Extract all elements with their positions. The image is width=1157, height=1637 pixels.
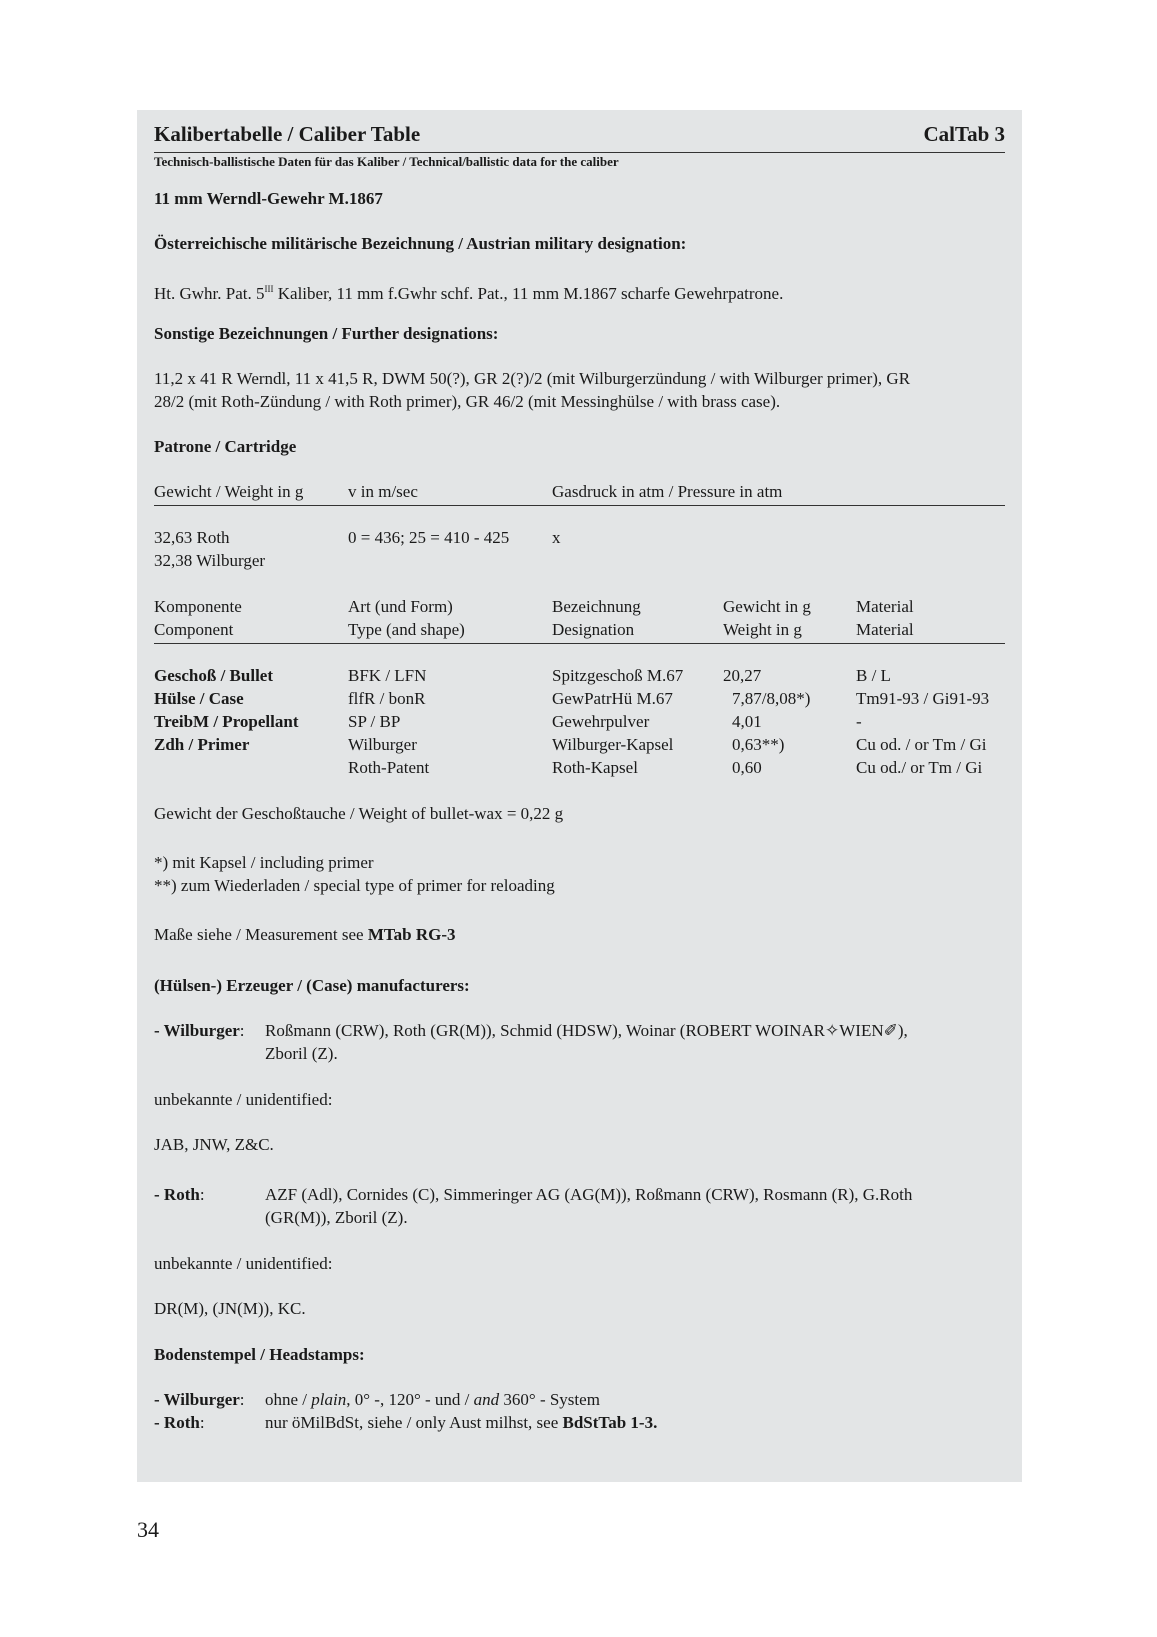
component-designation: GewPatrHü M.67 (552, 689, 673, 708)
wilburger-makers-line-1: Roßmann (CRW), Roth (GR(M)), Schmid (HDSW), Woinar (ROBERT WOINAR✧WIEN✐), (265, 1021, 908, 1040)
col-pressure-header: Gasdruck in atm / Pressure in atm (552, 482, 783, 501)
wilburger-label: - Wilburger: (154, 1021, 245, 1040)
further-heading: Sonstige Bezeichnungen / Further designations: (154, 324, 499, 343)
divider (154, 505, 1005, 506)
component-weight: 7,87/8,08*) (732, 689, 811, 708)
headstamp-wilburger-label: - Wilburger: (154, 1390, 245, 1409)
component-weight: 4,01 (732, 712, 762, 731)
further-line-2: 28/2 (mit Roth-Zündung / with Roth primer), GR 46/2 (mit Messinghülse / with brass case). (154, 392, 781, 411)
component-material: - (856, 712, 862, 731)
military-text: Ht. Gwhr. Pat. $5^{III}$ Kaliber, 11 mm f.Gwhr schf. Pat., 11 mm M.1867 scharfe Gewehrpatrone. (154, 284, 784, 303)
component-material: Cu od./ or Tm / Gi (856, 758, 983, 777)
unidentified-list-2: DR(M), (JN(M)), KC. (154, 1299, 306, 1318)
further-line-1: 11,2 x 41 R Werndl, 11 x 41,5 R, DWM 50(?), GR 2(?)/2 (mit Wilburgerzündung / with Wilburger primer), GR (154, 369, 911, 388)
component-designation: Roth-Kapsel (552, 758, 638, 777)
cartridge-heading: Patrone / Cartridge (154, 437, 297, 456)
bullet-wax-weight: Gewicht der Geschoßtauche / Weight of bullet-wax = 0,22 g (154, 804, 564, 823)
unidentified-label-2: unbekannte / unidentified: (154, 1254, 333, 1273)
component-weight: 0,60 (732, 758, 762, 777)
component-type: Roth-Patent (348, 758, 430, 777)
roth-label: - Roth: (154, 1185, 205, 1204)
component-material: Tm91-93 / Gi91-93 (856, 689, 990, 708)
table-id: CalTab 3 (923, 122, 1005, 146)
component-name: Hülse / Case (154, 689, 244, 708)
manufacturers-heading: (Hülsen-) Erzeuger / (Case) manufacturers: (154, 976, 470, 995)
page-subtitle: Technisch-ballistische Daten für das Kaliber / Technical/ballistic data for the caliber (154, 154, 619, 169)
comp-header-2b: Type (and shape) (348, 620, 465, 639)
wilburger-makers-line-2: Zboril (Z). (265, 1044, 338, 1063)
cartridge-weight-1: 32,63 Roth (154, 528, 230, 547)
comp-header-4a: Gewicht in g (723, 597, 811, 616)
footnote-2: **) zum Wiederladen / special type of primer for reloading (154, 876, 555, 895)
roth-makers-line-2: (GR(M)), Zboril (Z). (265, 1208, 408, 1227)
component-designation: Gewehrpulver (552, 712, 650, 731)
comp-header-5b: Material (856, 620, 914, 639)
cartridge-velocity: 0 = 436; 25 = 410 - 425 (348, 528, 510, 547)
comp-header-1b: Component (154, 620, 234, 639)
component-type: Wilburger (348, 735, 417, 754)
measurement-ref: Maße siehe / Measurement see MTab RG-3 (154, 925, 456, 944)
component-designation: Wilburger-Kapsel (552, 735, 674, 754)
headstamp-roth-text: nur öMilBdSt, siehe / only Aust milhst, see BdStTab 1-3. (265, 1413, 658, 1432)
headstamps-heading: Bodenstempel / Headstamps: (154, 1345, 365, 1364)
comp-header-4b: Weight in g (723, 620, 802, 639)
component-designation: Spitzgeschoß M.67 (552, 666, 684, 685)
footnote-1: *) mit Kapsel / including primer (154, 853, 374, 872)
caliber-table-panel (137, 110, 1022, 1482)
col-weight-header: Gewicht / Weight in g (154, 482, 304, 501)
comp-header-5a: Material (856, 597, 914, 616)
cartridge-weight-2: 32,38 Wilburger (154, 551, 266, 570)
component-weight: 0,63**) (732, 735, 785, 754)
page-number: 34 (137, 1517, 159, 1542)
roth-makers-line-1: AZF (Adl), Cornides (C), Simmeringer AG (AG(M)), Roßmann (CRW), Rosmann (R), G.Roth (265, 1185, 913, 1204)
component-weight: 20,27 (723, 666, 762, 685)
component-type: flfR / bonR (348, 689, 426, 708)
component-material: B / L (856, 666, 891, 685)
comp-header-3b: Designation (552, 620, 635, 639)
cartridge-pressure: x (552, 528, 561, 547)
caliber-name: 11 mm Werndl-Gewehr M.1867 (154, 189, 383, 208)
divider (154, 643, 1005, 644)
component-name: Geschoß / Bullet (154, 666, 274, 685)
headstamp-roth-label: - Roth: (154, 1413, 205, 1432)
component-name: TreibM / Propellant (154, 712, 299, 731)
component-type: BFK / LFN (348, 666, 427, 685)
header-row (154, 122, 1005, 153)
comp-header-1a: Komponente (154, 597, 242, 616)
component-type: SP / BP (348, 712, 401, 731)
col-velocity-header: v in m/sec (348, 482, 418, 501)
component-name: Zdh / Primer (154, 735, 250, 754)
unidentified-list-1: JAB, JNW, Z&C. (154, 1135, 274, 1154)
page-title: Kalibertabelle / Caliber Table (154, 122, 421, 146)
headstamp-wilburger-text: ohne / plain, 0° -, 120° - und / and 360° - System (265, 1390, 600, 1409)
comp-header-2a: Art (und Form) (348, 597, 453, 616)
component-material: Cu od. / or Tm / Gi (856, 735, 987, 754)
comp-header-3a: Bezeichnung (552, 597, 641, 616)
military-heading: Österreichische militärische Bezeichnung / Austrian military designation: (154, 234, 687, 253)
unidentified-label-1: unbekannte / unidentified: (154, 1090, 333, 1109)
